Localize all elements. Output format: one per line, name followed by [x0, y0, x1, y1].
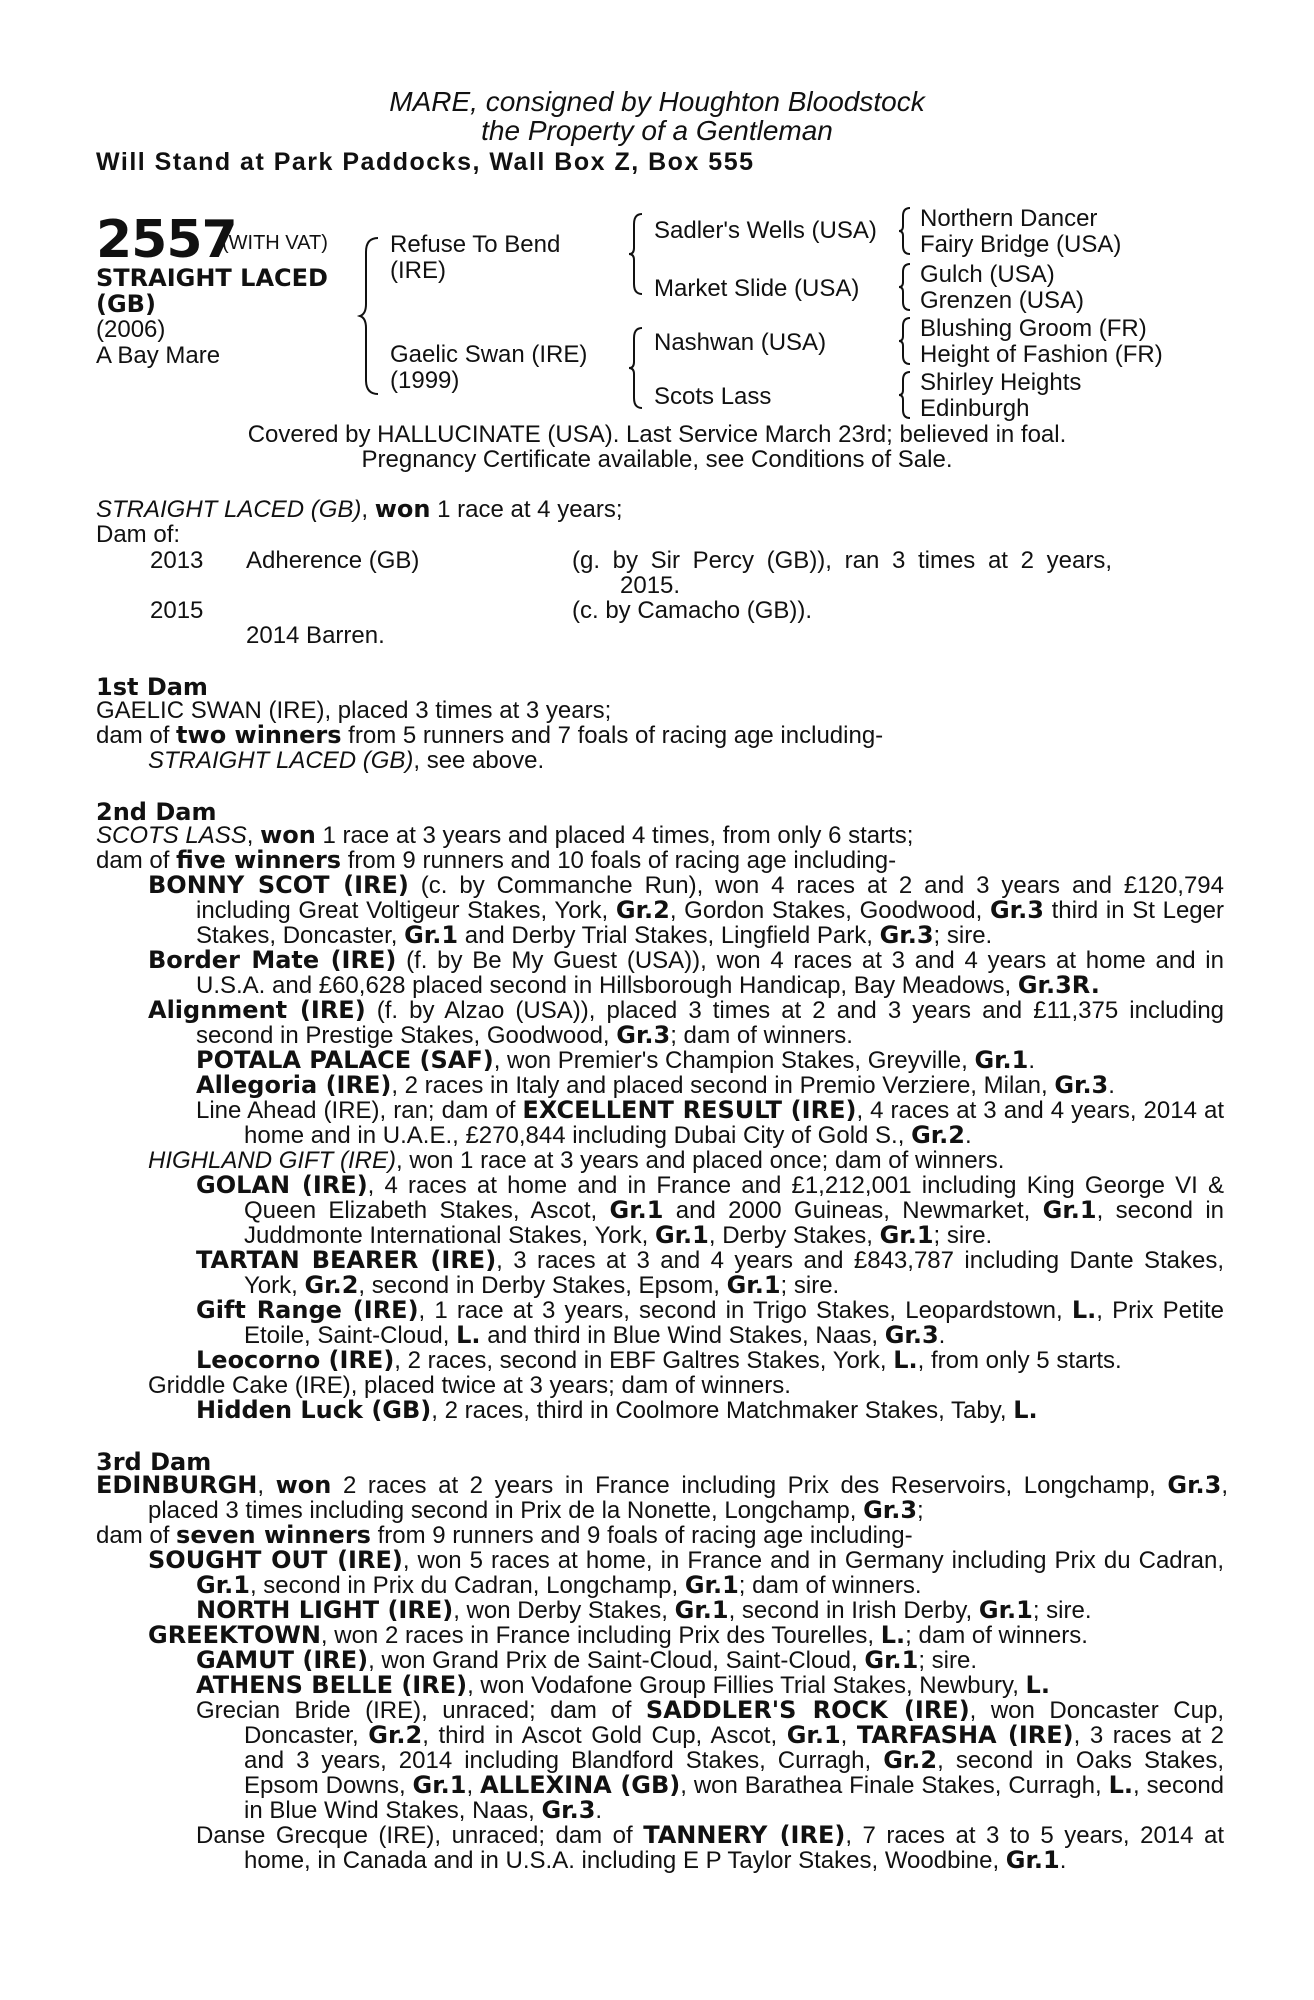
entry-segment: , second in Juddmonte International Stakes, York, — [244, 1197, 1224, 1249]
ped-sss: Northern Dancer — [920, 205, 1098, 232]
consignor-line: MARE, consigned by Houghton Bloodstock — [389, 86, 925, 117]
entry-segment: EXCELLENT RESULT (IRE) — [522, 1096, 857, 1124]
entry-danse-grecque — [196, 1823, 1224, 1873]
progeny-detail2-2013: 2015. — [620, 572, 681, 599]
entry-segment: ; sire. — [918, 1647, 977, 1674]
property-line: the Property of a Gentleman — [481, 115, 833, 146]
entry-segment: from 9 runners and 9 foals of racing age including- — [370, 1522, 913, 1549]
entry-tartan-bearer — [196, 1248, 1224, 1298]
entry-segment: third in St Leger Stakes, Doncaster, — [196, 897, 1224, 949]
entry-segment: TARTAN BEARER (IRE) — [196, 1246, 497, 1274]
entry-segment: , 7 races at 3 to 5 years, 2014 at home, in Canada and in U.S.A. including E P Taylor Stakes, Woodbine, — [244, 1822, 1224, 1874]
entry-segment: Gr.2 — [911, 1121, 965, 1149]
first-dam-title: 1st Dam — [96, 673, 208, 701]
progeny-name-2013: Adherence (GB) — [246, 547, 420, 574]
entry-segment: Gr.3 — [863, 1496, 918, 1524]
entry-segment: Alignment (IRE) — [148, 996, 366, 1024]
entry-segment: , from only 5 starts. — [917, 1347, 1122, 1374]
horse-origin: (GB) — [96, 290, 156, 318]
entry-segment: , won Grand Prix de Saint-Cloud, Saint-Cloud, — [368, 1647, 865, 1674]
entry-segment: , second in Irish Derby, — [728, 1597, 979, 1624]
entry-segment: Gr.1 — [864, 1646, 919, 1674]
entry-segment: GAMUT (IRE) — [196, 1646, 369, 1674]
entry-gift-range — [196, 1298, 1224, 1348]
entry-segment: ; dam of winners. — [738, 1572, 922, 1599]
entry-allegoria — [196, 1073, 1115, 1098]
entry-segment: L. — [880, 1621, 906, 1649]
entry-segment: L. — [1108, 1771, 1134, 1799]
entry-segment: Gr.1 — [404, 921, 459, 949]
certificate-line: Pregnancy Certificate available, see Conditions of Sale. — [361, 446, 953, 473]
entry-segment: Gr.3 — [989, 896, 1044, 924]
second-dam-won: won — [260, 821, 316, 849]
entry-segment: Grecian Bride (IRE), unraced; dam of — [196, 1697, 646, 1724]
entry-segment: , won 1 race at 3 years and placed once; dam of winners. — [396, 1147, 1005, 1174]
entry-segment: Gr.3 — [879, 921, 934, 949]
entry-segment: and third in Blue Wind Stakes, Naas, — [480, 1322, 885, 1349]
first-dam-progeny: STRAIGHT LACED (GB) — [148, 747, 414, 774]
first-dam-line1: GAELIC SWAN (IRE), placed 3 times at 3 years; — [96, 697, 612, 724]
entry-segment: Gr.1 — [786, 1721, 841, 1749]
entry-gamut — [196, 1648, 977, 1673]
entry-segment: , — [840, 1722, 857, 1749]
entry-segment: Gr.1 — [879, 1221, 934, 1249]
entry-segment: GREEKTOWN — [148, 1621, 321, 1649]
second-dam-l2a: dam of — [96, 847, 177, 874]
pedigree-brace-main — [358, 236, 382, 396]
entry-hidden-luck — [196, 1398, 1038, 1423]
lot-number: 2557 — [96, 210, 237, 270]
entry-segment: Gr.3 — [884, 1321, 939, 1349]
ped-dds: Shirley Heights — [920, 369, 1082, 396]
entry-segment: , 4 races at 3 and 4 years, 2014 at home and in U.A.E., £270,844 including Dubai City of Gold S., — [244, 1097, 1225, 1149]
first-dam-winners: two winners — [176, 721, 342, 749]
sire-origin: (IRE) — [390, 257, 446, 284]
entry-segment: ; — [917, 1497, 924, 1524]
third-dam-dam-of — [96, 1523, 913, 1548]
entry-segment: Gr.2 — [304, 1271, 359, 1299]
entry-segment: , second in Prix du Cadran, Longchamp, — [249, 1572, 685, 1599]
foaling-year: (2006) — [96, 316, 166, 343]
entry-segment: NORTH LIGHT (IRE) — [196, 1596, 454, 1624]
progeny-year-2015: 2015 — [150, 597, 204, 624]
entry-segment: ALLEXINA (GB) — [480, 1771, 681, 1799]
ped-dss: Blushing Groom (FR) — [920, 315, 1147, 342]
entry-griddle-cake — [148, 1373, 791, 1398]
entry-leocorno — [196, 1348, 1122, 1373]
second-dam-sep: , — [246, 822, 261, 849]
entry-segment: dam of — [96, 1522, 177, 1549]
entry-segment: HIGHLAND GIFT (IRE) — [148, 1147, 397, 1174]
entry-segment: Gr.2 — [615, 896, 670, 924]
entry-segment: Gr.1 — [412, 1771, 467, 1799]
entry-segment: Gr.3 — [616, 1021, 671, 1049]
entry-grecian-bride — [196, 1698, 1224, 1823]
entry-segment: , won Vodafone Group Fillies Trial Stakes, Newbury, — [467, 1672, 1026, 1699]
entry-segment: , won Doncaster Cup, Doncaster, — [244, 1697, 1224, 1749]
entry-segment: , Prix Petite Etoile, Saint-Cloud, — [244, 1297, 1224, 1349]
entry-segment: L. — [1013, 1396, 1038, 1424]
entry-segment: . — [1059, 1847, 1067, 1874]
entry-segment: BONNY SCOT (IRE) — [148, 871, 409, 899]
entry-segment: Gr.1 — [674, 1596, 729, 1624]
dam-name: Gaelic Swan (IRE) — [390, 341, 588, 368]
entry-segment: , 3 races at 2 and 3 years, 2014 including Blandford Stakes, Curragh, — [244, 1722, 1224, 1774]
entry-segment: TANNERY (IRE) — [643, 1821, 846, 1849]
entry-segment: ATHENS BELLE (IRE) — [196, 1671, 468, 1699]
entry-segment: Gr.1 — [654, 1221, 709, 1249]
entry-highland-gift — [148, 1148, 1004, 1173]
entry-segment: , 1 race at 3 years, second in Trigo Stakes, Leopardstown, — [418, 1297, 1072, 1324]
barren-note: 2014 Barren. — [246, 622, 385, 649]
second-dam-line2 — [96, 848, 896, 873]
pedigree-brace-sire — [628, 212, 646, 296]
record-line: STRAIGHT LACED (GB), won 1 race at 4 years; — [96, 495, 623, 523]
entry-segment: , won 5 races at home, in France and in Germany including Prix du Cadran, — [402, 1547, 1224, 1574]
entry-segment: Griddle Cake (IRE), placed twice at 3 years; dam of winners. — [148, 1372, 791, 1399]
entry-athens-belle — [196, 1673, 1050, 1698]
entry-segment: , won Premier's Champion Stakes, Greyville, — [493, 1047, 975, 1074]
entry-segment: L. — [1025, 1671, 1050, 1699]
entry-segment: and Derby Trial Stakes, Lingfield Park, — [458, 922, 880, 949]
entry-segment: , Derby Stakes, — [708, 1222, 880, 1249]
stabling-line: Will Stand at Park Paddocks, Wall Box Z, Box 555 — [96, 148, 755, 176]
entry-segment: . — [965, 1122, 972, 1149]
entry-segment: ; dam of winners. — [670, 1022, 853, 1049]
pedigree-brace-dam — [628, 326, 646, 410]
entry-segment: and 2000 Guineas, Newmarket, — [663, 1197, 1043, 1224]
entry-segment: , 4 races at home and in France and £1,212,001 including King George VI & Queen Elizabeth Stakes, Ascot, — [244, 1172, 1225, 1224]
entry-line-ahead — [196, 1098, 1224, 1148]
entry-segment: Gr.1 — [684, 1571, 739, 1599]
entry-segment: Gr.2 — [368, 1721, 423, 1749]
dam-dam: Scots Lass — [654, 383, 772, 410]
record-rest: 1 race at 4 years; — [430, 496, 623, 523]
second-dam-title: 2nd Dam — [96, 798, 217, 826]
entry-segment: . — [1108, 1072, 1115, 1099]
entry-segment: POTALA PALACE (SAF) — [196, 1046, 494, 1074]
ped-ddd: Edinburgh — [920, 395, 1030, 422]
entry-segment: Gr.1 — [1005, 1846, 1060, 1874]
entry-segment: (f. by Be My Guest (USA)), won 4 races at 3 and 4 years at home and in U.S.A. and £60,628 placed second in Hillsborough Handicap, Bay Meadows, — [196, 947, 1224, 999]
entry-segment: , — [466, 1772, 481, 1799]
entry-segment: (c. by Commanche Run), won 4 races at 2 and 3 years and £120,794 including Great Voltigeur Stakes, York, — [196, 872, 1224, 924]
sire-sire: Sadler's Wells (USA) — [654, 217, 877, 244]
entry-segment: , won Barathea Finale Stakes, Curragh, — [680, 1772, 1109, 1799]
first-dam-l2a: dam of — [96, 722, 177, 749]
entry-segment: ; sire. — [780, 1272, 840, 1299]
first-dam-see-above: , see above. — [413, 747, 545, 774]
entry-north-light — [196, 1598, 1092, 1623]
first-dam-l2c: from 5 runners and 7 foals of racing age including- — [341, 722, 884, 749]
entry-segment: EDINBURGH — [96, 1471, 258, 1499]
entry-segment: , 2 races in Italy and placed second in Premio Verziere, Milan, — [391, 1072, 1055, 1099]
entry-segment: . — [1028, 1047, 1036, 1074]
entry-segment: Gr.2 — [883, 1746, 938, 1774]
entry-segment: , won 2 races in France including Prix des Tourelles, — [320, 1622, 881, 1649]
entry-segment: , 2 races, third in Coolmore Matchmaker Stakes, Taby, — [431, 1397, 1014, 1424]
progeny-year-2013: 2013 — [150, 547, 204, 574]
entry-segment: ; dam of winners. — [905, 1622, 1088, 1649]
entry-segment: Gr.1 — [974, 1046, 1029, 1074]
entry-segment: L. — [456, 1321, 481, 1349]
entry-golan — [196, 1173, 1224, 1248]
entry-bonny-scot — [148, 873, 1224, 948]
record-horse: STRAIGHT LACED (GB) — [96, 496, 362, 523]
dam-of-label: Dam of: — [96, 521, 181, 548]
entry-segment: Gr.3 — [1054, 1071, 1109, 1099]
second-dam-line1 — [96, 823, 913, 848]
covered-line: Covered by HALLUCINATE (USA). Last Service March 23rd; believed in foal. — [247, 421, 1067, 448]
entry-segment: , Gordon Stakes, Goodwood, — [669, 897, 990, 924]
entry-segment: ; sire. — [933, 1222, 993, 1249]
entry-segment: SOUGHT OUT (IRE) — [148, 1546, 403, 1574]
dam-year: (1999) — [390, 367, 460, 394]
entry-segment: L. — [893, 1346, 918, 1374]
progeny-detail-2013: (g. by Sir Percy (GB)), ran 3 times at 2 years, — [572, 547, 1112, 574]
horse-description: A Bay Mare — [96, 342, 221, 369]
entry-segment: Gr.1 — [196, 1571, 250, 1599]
horse-name: STRAIGHT LACED — [96, 264, 328, 292]
entry-segment: Hidden Luck (GB) — [196, 1396, 432, 1424]
entry-segment: Gr.3 — [1167, 1471, 1222, 1499]
entry-segment: , third in Ascot Gold Cup, Ascot, — [422, 1722, 787, 1749]
entry-alignment — [148, 998, 1224, 1048]
dam-sire: Nashwan (USA) — [654, 329, 827, 356]
entry-segment: Leocorno (IRE) — [196, 1346, 395, 1374]
entry-segment: ; sire. — [1032, 1597, 1092, 1624]
first-dam-line2 — [96, 723, 883, 748]
entry-segment: Gr.1 — [978, 1596, 1033, 1624]
entry-segment: Danse Grecque (IRE), unraced; dam of — [196, 1822, 644, 1849]
ped-sds: Gulch (USA) — [920, 261, 1055, 288]
third-dam-title: 3rd Dam — [96, 1448, 212, 1476]
entry-segment: Line Ahead (IRE), ran; dam of — [196, 1097, 523, 1124]
entry-segment: Gr.1 — [609, 1196, 664, 1224]
entry-segment: seven winners — [176, 1521, 371, 1549]
entry-segment: , second in Blue Wind Stakes, Naas, — [244, 1772, 1225, 1824]
entry-segment: , — [257, 1472, 276, 1499]
second-dam-winners: five winners — [176, 846, 342, 874]
pedigree-brace-sd — [898, 262, 914, 312]
entry-segment: SADDLER'S ROCK (IRE) — [645, 1696, 970, 1724]
entry-segment: Gift Range (IRE) — [196, 1296, 419, 1324]
entry-potala-palace — [196, 1048, 1035, 1073]
entry-segment: , placed 3 times including second in Prix de la Nonette, Longchamp, — [148, 1472, 1228, 1524]
second-dam-rest: 1 race at 3 years and placed 4 times, from only 6 starts; — [315, 822, 914, 849]
entry-segment: 2 races at 2 years in France including Prix des Reservoirs, Longchamp, — [331, 1472, 1168, 1499]
entry-segment: , won Derby Stakes, — [453, 1597, 675, 1624]
entry-border-mate — [148, 948, 1224, 998]
entry-segment: Border Mate (IRE) — [148, 946, 397, 974]
pedigree-brace-ss — [898, 206, 914, 256]
entry-segment: , second in Derby Stakes, Epsom, — [358, 1272, 727, 1299]
vat-note: (WITH VAT) — [222, 232, 328, 254]
pedigree-brace-ds — [898, 316, 914, 366]
entry-segment: . — [938, 1322, 946, 1349]
entry-segment: Gr.1 — [1042, 1196, 1097, 1224]
ped-ssd: Fairy Bridge (USA) — [920, 231, 1122, 258]
progeny-detail-2015: (c. by Camacho (GB)). — [572, 597, 813, 624]
sire-dam: Market Slide (USA) — [654, 275, 860, 302]
entry-segment: L. — [1071, 1296, 1097, 1324]
entry-segment: . — [595, 1797, 603, 1824]
entry-segment: ; sire. — [933, 922, 993, 949]
second-dam-l2c: from 9 runners and 10 foals of racing age including- — [341, 847, 897, 874]
entry-segment: won — [275, 1471, 332, 1499]
entry-segment: GOLAN (IRE) — [196, 1171, 368, 1199]
entry-segment: Gr.1 — [726, 1271, 781, 1299]
entry-segment: Gr.3 — [541, 1796, 596, 1824]
record-won: won — [374, 495, 431, 523]
entry-segment: TARFASHA (IRE) — [856, 1721, 1074, 1749]
entry-segment: Allegoria (IRE) — [196, 1071, 392, 1099]
second-dam-name: SCOTS LASS — [96, 822, 247, 849]
entry-sought-out — [148, 1548, 1224, 1598]
entry-segment: (f. by Alzao (USA)), placed 3 times at 2 and 3 years and £11,375 including second in Prestige Stakes, Goodwood, — [196, 997, 1225, 1049]
entry-segment: , second in Oaks Stakes, Epsom Downs, — [244, 1747, 1224, 1799]
sire-name: Refuse To Bend — [390, 231, 561, 258]
first-dam-line3 — [148, 748, 544, 773]
entry-segment: Gr.3R. — [1017, 971, 1100, 999]
ped-dsd: Height of Fashion (FR) — [920, 341, 1163, 368]
pedigree-brace-dd — [898, 370, 914, 420]
entry-segment: , 2 races, second in EBF Galtres Stakes, York, — [394, 1347, 894, 1374]
entry-greektown — [148, 1623, 1088, 1648]
entry-segment: , 3 races at 3 and 4 years and £843,787 including Dante Stakes, York, — [244, 1247, 1224, 1299]
ped-sdd: Grenzen (USA) — [920, 287, 1085, 314]
entry-edinburgh — [96, 1473, 1228, 1523]
